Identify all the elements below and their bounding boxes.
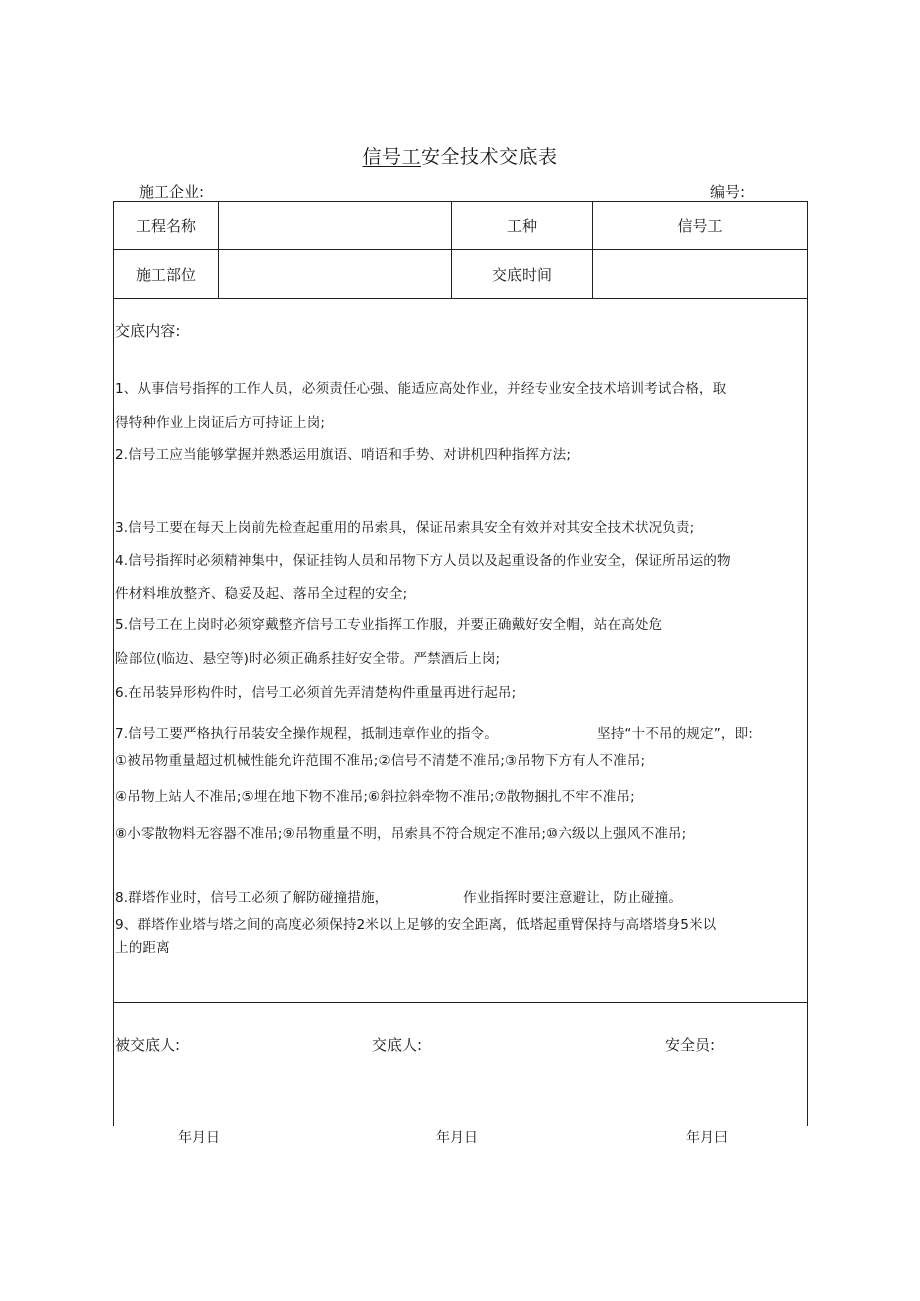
content-line: 得特种作业上岗证后方可持证上岗; [115, 415, 326, 431]
content-line: 件材料堆放整齐、稳妥及起、落吊全过程的安全; [115, 586, 408, 602]
content-line: 5.信号工在上岗时必须穿戴整齐信号工专业指挥工作服，并要正确戴好安全帽，站在高处危 [115, 617, 663, 633]
title-underlined: 信号工 [362, 146, 421, 168]
trade-label: 工种 [506, 217, 537, 235]
table-border-right [807, 201, 808, 1126]
content-line: ⑧小零散物料无容器不准吊;⑨吊物重量不明，吊索具不符合规定不准吊;⑩六级以上强风不准吊; [115, 826, 687, 842]
content-line: ④吊物上站人不准吊;⑤埋在地下物不准吊;⑥斜拉斜牵物不准吊;⑦散物捆扎不牢不准吊; [115, 789, 635, 805]
receiver-label: 被交底人: [115, 1036, 181, 1054]
presenter-label: 交底人: [372, 1036, 423, 1054]
project-name-value [219, 202, 451, 249]
location-label: 施工部位 [135, 265, 196, 284]
location-value [219, 250, 451, 298]
company-label: 施工企业: [139, 183, 205, 201]
safety-officer-date: 年月曰 [686, 1130, 728, 1146]
safety-officer-label: 安全员: [665, 1036, 716, 1054]
content-line: 8.群塔作业时，信号工必须了解防碰撞措施， [115, 890, 389, 906]
content-line: 4.信号指挥时必须精神集中，保证挂钩人员和吊物下方人员以及起重设备的作业安全，保证所吊运的物 [115, 553, 731, 569]
content-line: 7.信号工要严格执行吊装安全操作规程，抵制违章作业的指令。 [115, 726, 498, 742]
content-line: 作业指挥时要注意避让，防止碰撞。 [463, 890, 683, 906]
table-content-divider [113, 1002, 808, 1003]
receiver-date: 年月日 [178, 1130, 220, 1146]
content-line: 1、从事信号指挥的工作人员，必须责任心强、能适应高处作业，并经专业安全技术培训考试合格，取 [115, 381, 727, 397]
presenter-date: 年月日 [436, 1130, 478, 1146]
content-line: 上的距离 [115, 940, 170, 956]
content-line: 3.信号工要在每天上岗前先检查起重用的吊索具，保证吊索具安全有效并对其安全技术状况负责; [115, 520, 695, 536]
document-title [0, 142, 920, 169]
content-line: 6.在吊装异形构件时，信号工必须首先弄清楚构件重量再进行起吊; [115, 685, 517, 701]
project-name-label: 工程名称 [135, 217, 196, 235]
trade-value: 信号工 [677, 217, 723, 235]
content-line: 2.信号工应当能够掌握并熟悉运用旗语、哨语和手势、对讲机四种指挥方法; [115, 447, 572, 463]
time-label: 交底时间 [491, 265, 552, 284]
time-value [593, 250, 807, 298]
content-line: 9、群塔作业塔与塔之间的高度必须保持2米以上足够的安全距离，低塔起重臂保持与高塔塔身5米以 [115, 917, 717, 933]
title-rest: 安全技术交底表 [421, 146, 558, 168]
content-line: ①被吊物重量超过机械性能允许范围不准吊;②信号不清楚不准吊;③吊物下方有人不准吊; [115, 753, 646, 769]
number-label: 编号: [710, 183, 746, 201]
content-label: 交底内容: [115, 322, 181, 340]
table-border-left [113, 201, 114, 1126]
content-line: 险部位(临边、悬空等)时必须正确系挂好安全带。严禁酒后上岗; [115, 651, 501, 667]
content-line: 坚持“十不吊的规定”，即: [597, 726, 753, 742]
